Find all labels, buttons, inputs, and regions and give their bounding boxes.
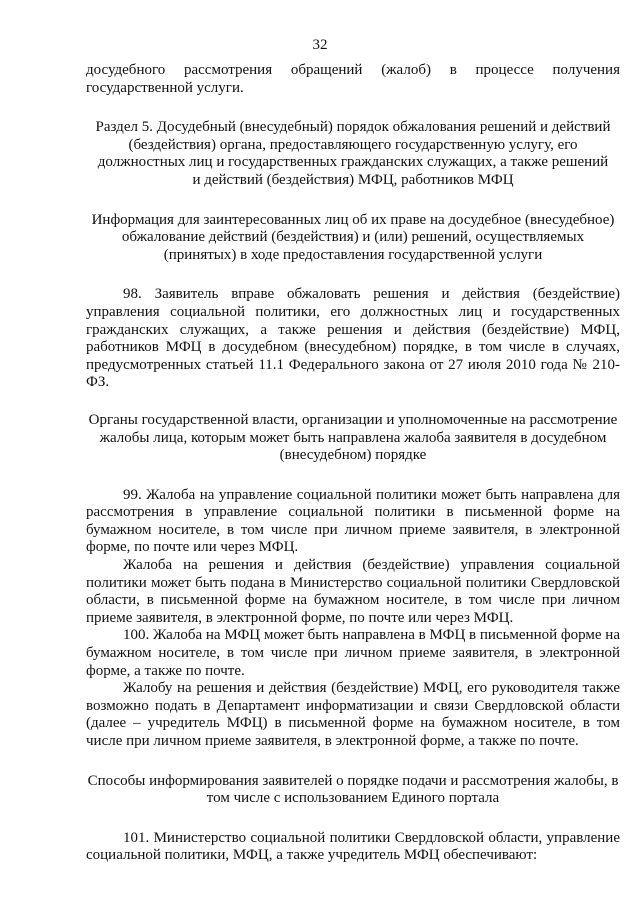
paragraph-100-continued: Жалобу на решения и действия (бездействие) МФЦ, его руководителя также возможно подать в Департамент информатизации и связи Свердловской области (далее – учредитель МФЦ) в письменной форме на бумажном носителе, в том числе при личном приеме заявителя, в электронной форме, а также по почте. bbox=[86, 680, 620, 749]
page-content bbox=[86, 62, 620, 865]
paragraph-99: 99. Жалоба на управление социальной политики может быть направлена для рассмотрения в управление социальной политики в письменной форме на бумажном носителе, в том числе при личном приеме заявителя, в электронной форме, по почте или через МФЦ. bbox=[86, 486, 620, 556]
continuation-paragraph: досудебного рассмотрения обращений (жалоб) в процессе получения государственной услуги. bbox=[86, 62, 620, 96]
section-5-heading: Раздел 5. Досудебный (внесудебный) порядок обжалования решений и действий (бездействия) органа, предоставляющего государственную услугу, его должностных лиц и государственных гражданских служащих, а также решений и действий (бездействия) МФЦ, работников МФЦ bbox=[95, 119, 611, 188]
paragraph-101: 101. Министерство социальной политики Свердловской области, управление социальной политики, МФЦ, а также учредитель МФЦ обеспечивают: bbox=[86, 829, 620, 864]
page-number: 32 bbox=[312, 37, 328, 53]
paragraph-99-continued: Жалоба на решения и действия (бездействие) управления социальной политики может быть подана в Министерство социальной политики Свердловской области, в письменной форме на бумажном носителе, в том числе при личном приеме заявителя, в электронной форме, по почте или через МФЦ. bbox=[86, 557, 620, 626]
paragraph-100: 100. Жалоба на МФЦ может быть направлена в МФЦ в письменной форме на бумажном носителе, в том числе при личном приеме заявителя, в электронной форме, а также по почте. bbox=[86, 627, 620, 679]
methods-heading: Способы информирования заявителей о порядке подачи и рассмотрения жалобы, в том числе с использованием Единого портала bbox=[87, 772, 619, 807]
organs-heading: Органы государственной власти, организации и уполномоченные на рассмотрение жалобы лица, которым может быть направлена жалоба заявителя в досудебном (внесудебном) порядке bbox=[88, 411, 618, 464]
info-heading: Информация для заинтересованных лиц об их праве на досудебное (внесудебное) обжалование действий (бездействия) и (или) решений, осуществляемых (принятых) в ходе предоставления государственной услуги bbox=[91, 211, 615, 263]
paragraph-98: 98. Заявитель вправе обжаловать решения и действия (бездействие) управления социальной политики, его должностных лиц и государственных гражданских служащих, а также решения и действия (бездействие) МФЦ, работников МФЦ в досудебном (внесудебном) порядке, в том числе в случаях, предусмотренных статьей 11.1 Федерального закона от 27 июля 2010 года № 210-ФЗ. bbox=[86, 286, 620, 391]
